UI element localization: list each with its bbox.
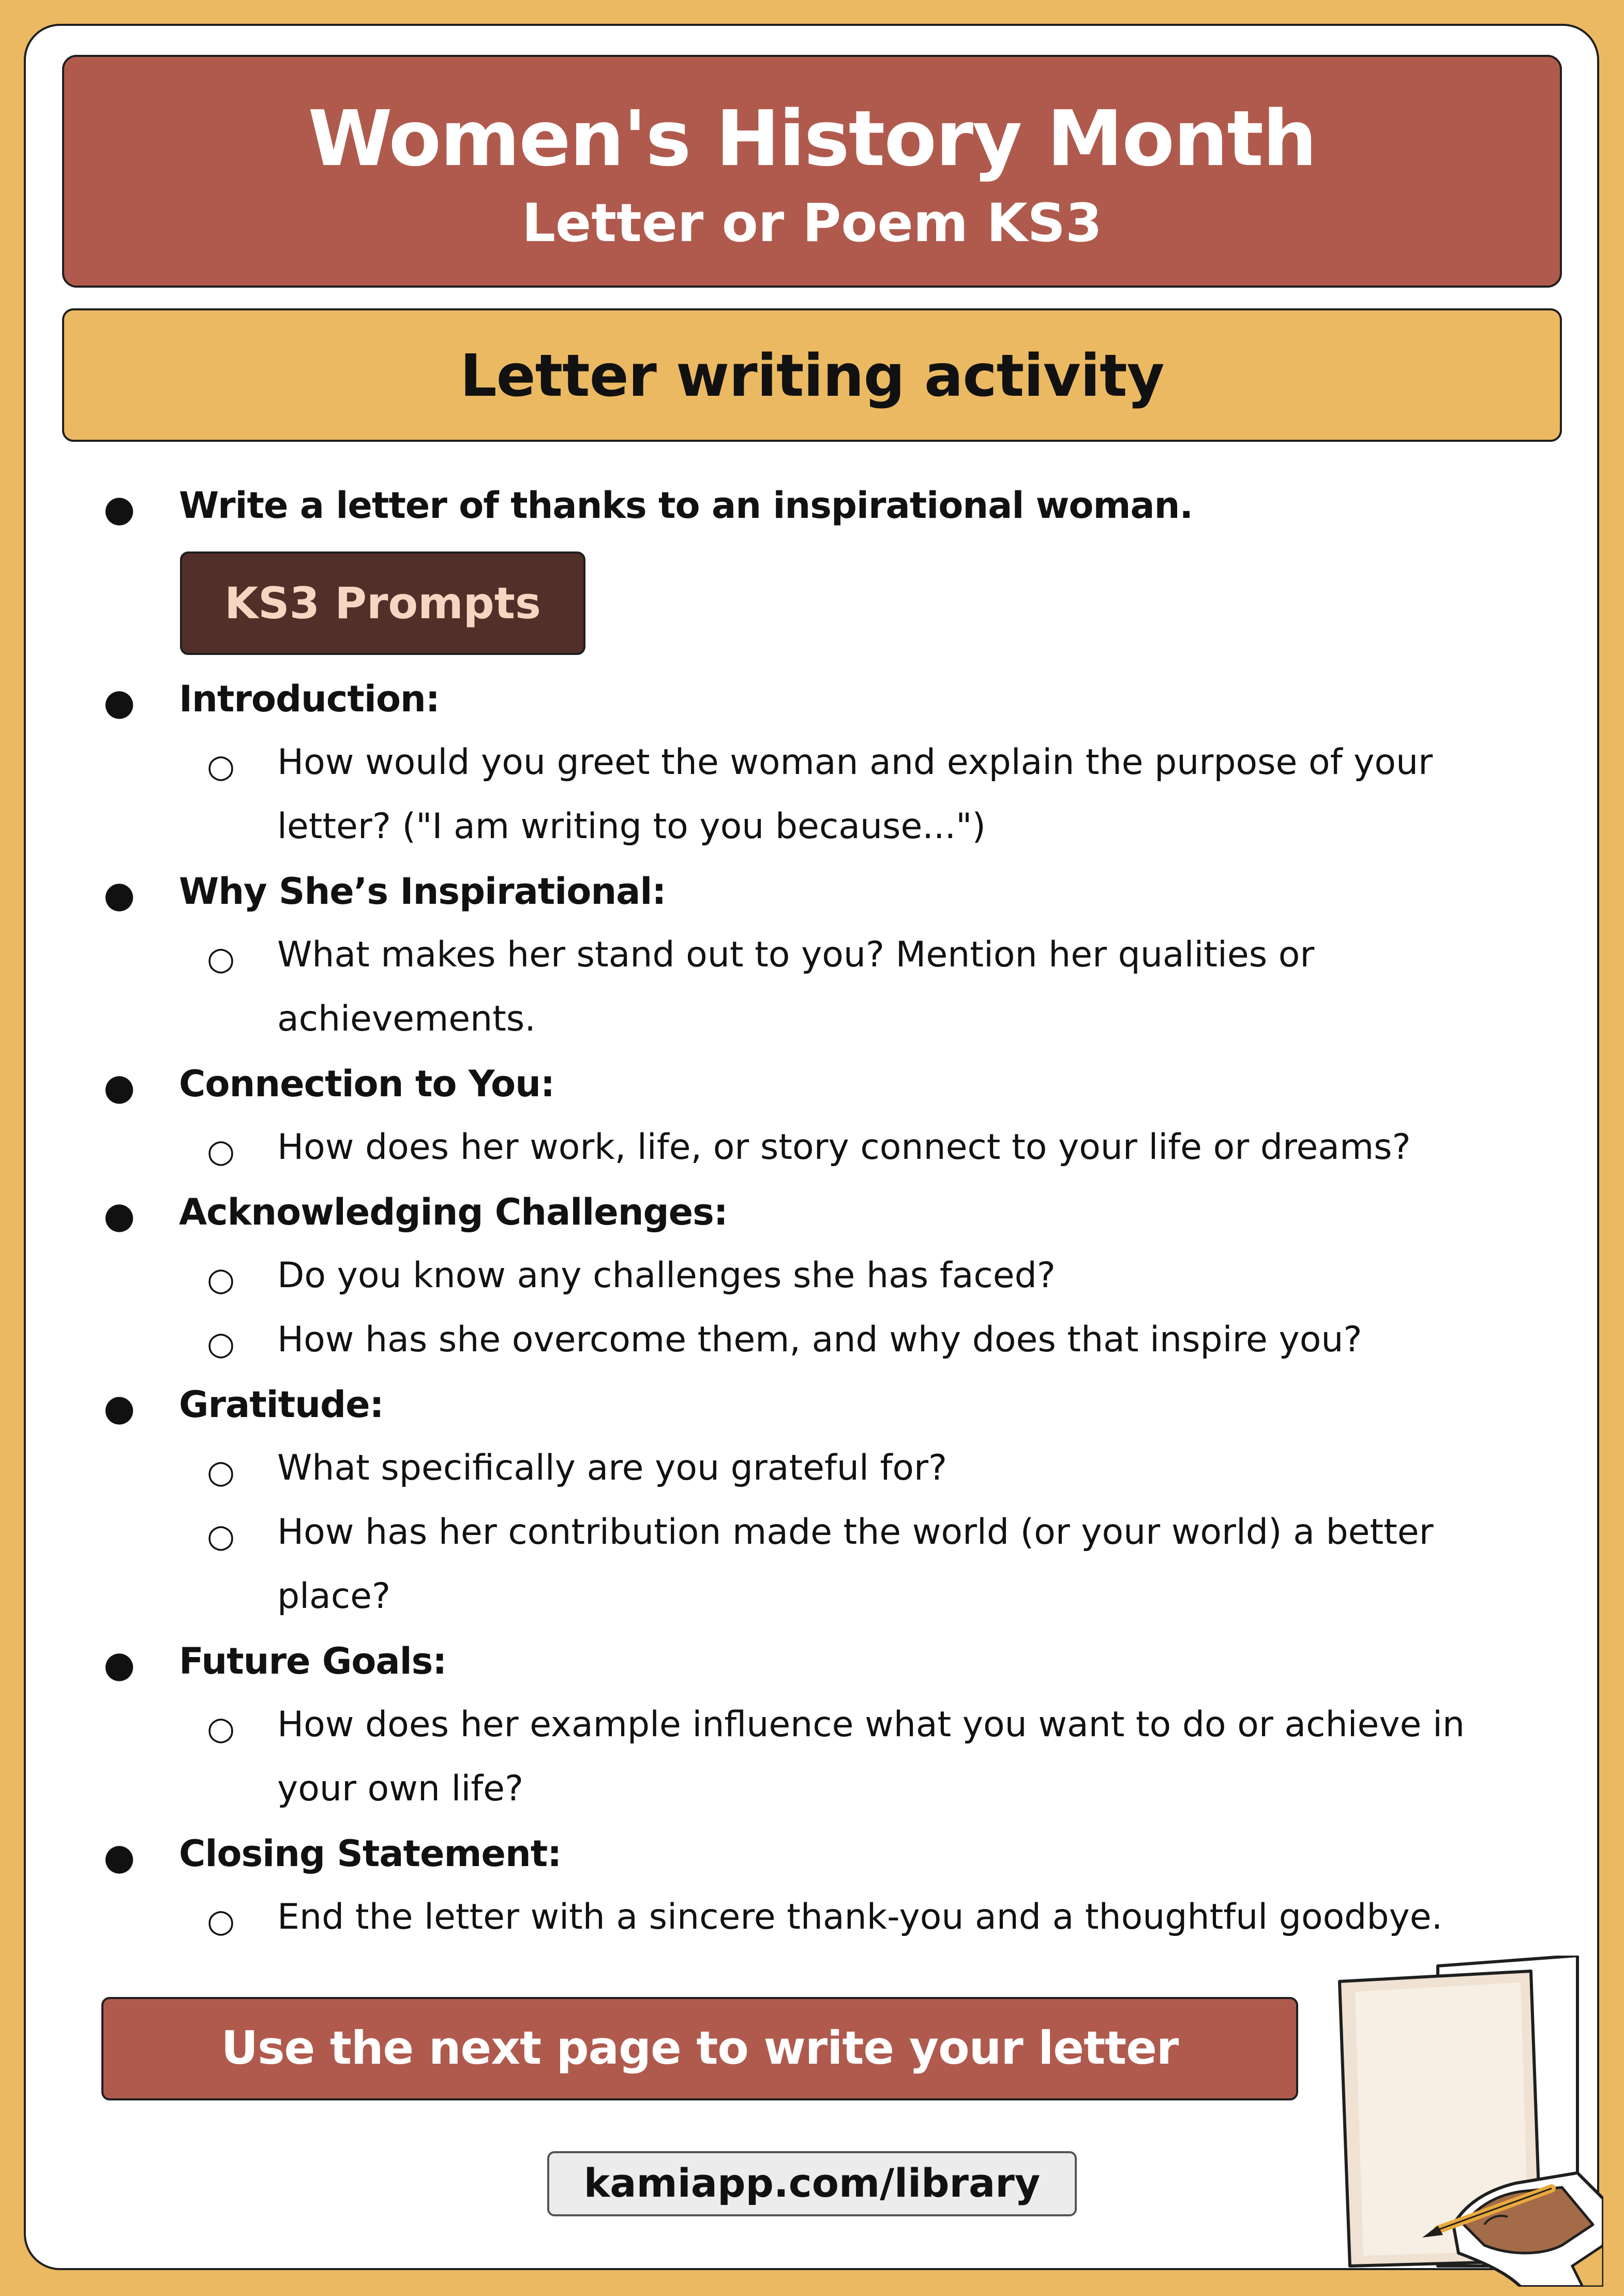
prompt-heading: Acknowledging Challenges:: [179, 1191, 728, 1233]
sub-bullet-icon: ○: [207, 1709, 235, 1747]
bullet-icon: ●: [103, 487, 136, 530]
page-subtitle: Letter or Poem KS3: [522, 192, 1102, 254]
prompt-heading: Introduction:: [179, 678, 440, 720]
sub-bullet-icon: ○: [207, 1902, 235, 1940]
prompt-question: Do you know any challenges she has faced?: [277, 1255, 1056, 1296]
prompt-question: letter? ("I am writing to you because..."): [277, 806, 986, 847]
prompt-question: achievements.: [277, 998, 536, 1039]
bullet-icon: ●: [103, 1194, 136, 1236]
sub-bullet-icon: ○: [207, 1260, 235, 1298]
bullet-icon: ●: [103, 681, 136, 723]
sub-bullet-icon: ○: [207, 1453, 235, 1490]
page-title: Women's History Month: [308, 94, 1316, 183]
sub-bullet-icon: ○: [207, 940, 235, 977]
sub-bullet-icon: ○: [207, 747, 235, 785]
hand-writing-letter-icon: [1334, 1956, 1603, 2287]
prompt-question: How does her example influence what you want to do or achieve in: [277, 1704, 1465, 1745]
prompt-heading: Gratitude:: [179, 1383, 384, 1426]
prompt-question: How has she overcome them, and why does that inspire you?: [277, 1319, 1362, 1360]
next-page-banner: Use the next page to write your letter: [101, 1997, 1298, 2100]
bullet-icon: ●: [103, 873, 136, 916]
intro-instruction: Write a letter of thanks to an inspirational woman.: [179, 484, 1193, 527]
prompt-question: How does her work, life, or story connect to your life or dreams?: [277, 1127, 1411, 1168]
bullet-icon: ●: [103, 1836, 136, 1878]
prompt-question: place?: [277, 1576, 391, 1617]
prompt-heading: Future Goals:: [179, 1640, 447, 1682]
prompt-question: What specifically are you grateful for?: [277, 1448, 948, 1488]
sub-bullet-icon: ○: [207, 1132, 235, 1170]
bullet-icon: ●: [103, 1643, 136, 1686]
footer-url[interactable]: kamiapp.com/library: [547, 2151, 1077, 2216]
prompt-heading: Connection to You:: [179, 1063, 554, 1105]
sub-bullet-icon: ○: [207, 1517, 235, 1555]
prompt-question: End the letter with a sincere thank-you and a thoughtful goodbye.: [277, 1897, 1443, 1937]
section-title: Letter writing activity: [460, 342, 1164, 410]
sub-bullet-icon: ○: [207, 1324, 235, 1362]
prompts-badge: KS3 Prompts: [180, 551, 585, 655]
bullet-icon: ●: [103, 1066, 136, 1108]
prompt-question: How has her contribution made the world (or your world) a better: [277, 1512, 1434, 1553]
bullet-icon: ●: [103, 1386, 136, 1429]
prompt-question: What makes her stand out to you? Mention her qualities or: [277, 934, 1315, 975]
prompt-question: How would you greet the woman and explain the purpose of your: [277, 742, 1433, 783]
prompt-heading: Why She’s Inspirational:: [179, 870, 666, 913]
prompt-question: your own life?: [277, 1768, 524, 1809]
prompt-heading: Closing Statement:: [179, 1832, 562, 1875]
